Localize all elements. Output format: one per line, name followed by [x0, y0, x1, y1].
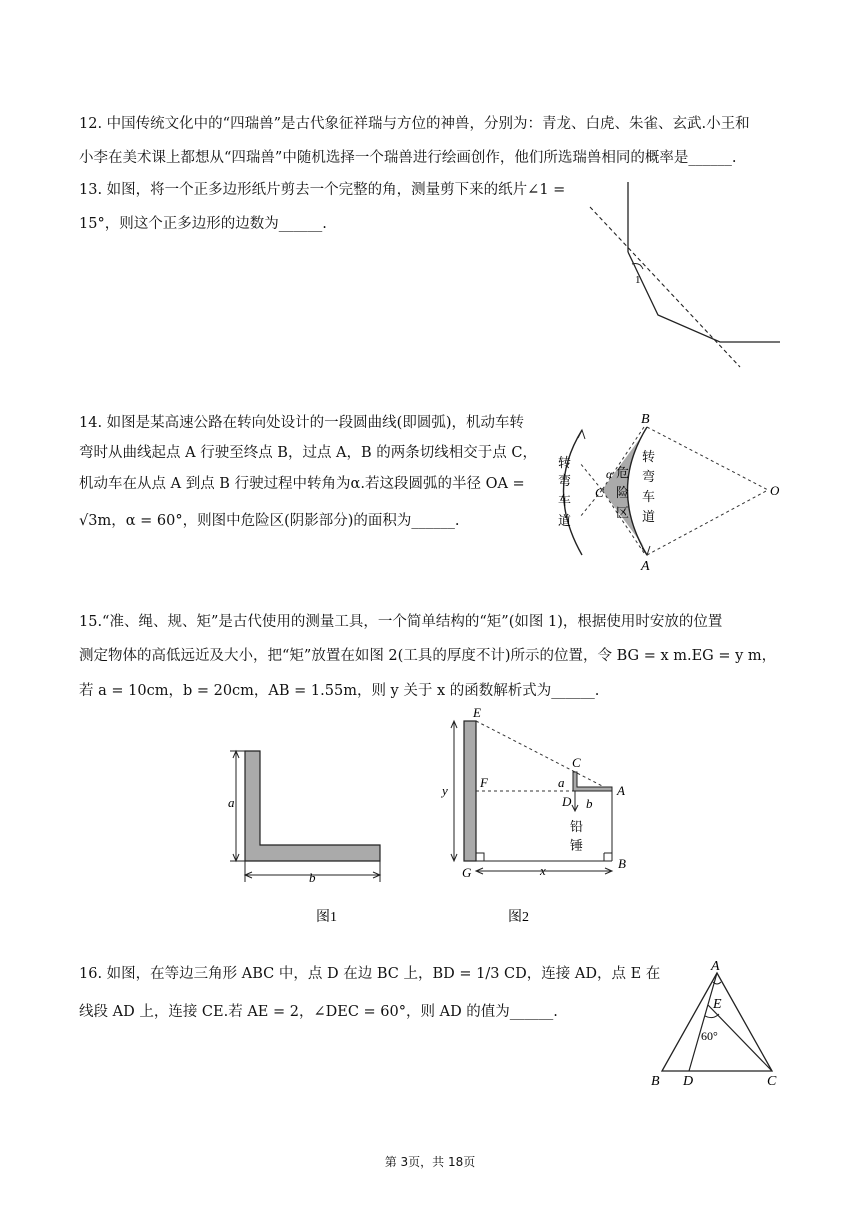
- q14-line-3: 机动车在从点 A 到点 B 行驶过程中转角为α.若这段圆弧的半径 OA =: [79, 476, 525, 492]
- fig2-label-b: b: [586, 796, 593, 811]
- q16-figure: [645, 958, 790, 1093]
- q14-right-road-1: 转: [642, 449, 656, 464]
- q12-line-2: 小李在美术课上都想从“四瑞兽”中随机选择一个瑞兽进行绘画创作，他们所选瑞兽相同的概率是______.: [79, 150, 737, 166]
- q15-line-1: 15.“准、绳、规、矩”是古代使用的测量工具，一个简单结构的“矩”(如图 1)，根据使用时安放的位置: [79, 614, 723, 630]
- fig2-label-chui: 锤: [570, 838, 584, 853]
- q16-line-2: 线段 AD 上，连接 CE.若 AE = 2，∠DEC = 60°，则 AD 的值为______.: [79, 1004, 558, 1020]
- q14-left-road-1: 转: [558, 455, 572, 470]
- q15-figure-1: [220, 745, 395, 930]
- fig2-label-D: D: [562, 794, 572, 809]
- fig2-label-qian: 铅: [570, 819, 584, 834]
- q14-label-B: B: [641, 412, 650, 427]
- page-footer: 第 3页，共 18页: [384, 1155, 476, 1169]
- q14-danger-1: 危: [616, 465, 630, 480]
- q14-figure: [550, 405, 790, 575]
- fig2-label-G: G: [462, 865, 472, 880]
- fig1-caption: 图1: [316, 910, 337, 925]
- q14-left-road-3: 车: [558, 493, 572, 508]
- q14-right-road-4: 道: [642, 509, 656, 524]
- q14-label-A: A: [641, 559, 650, 574]
- fig2-label-F: F: [480, 775, 488, 790]
- fig2-label-C: C: [572, 755, 581, 770]
- q14-line-4: √3m，α = 60°，则图中危险区(阴影部分)的面积为______.: [79, 513, 460, 529]
- q14-label-alpha: α: [606, 467, 613, 481]
- q13-line-2: 15°，则这个正多边形的边数为______.: [79, 216, 327, 232]
- q12-line-1: 12. 中国传统文化中的“四瑞兽”是古代象征祥瑞与方位的神兽，分别为：青龙、白虎、朱雀、玄武.小王和: [79, 116, 750, 132]
- fig2-caption: 图2: [508, 910, 529, 925]
- fig2-label-a: a: [558, 775, 565, 790]
- q14-danger-3: 区: [616, 505, 630, 520]
- fig2-label-y: y: [442, 783, 448, 798]
- q16-label-A: A: [711, 959, 720, 974]
- fig2-label-E: E: [473, 705, 481, 720]
- q16-angle-label: 60°: [701, 1029, 718, 1043]
- q13-figure: [580, 182, 790, 372]
- fig2-label-A: A: [617, 783, 625, 798]
- q16-label-E: E: [713, 997, 722, 1012]
- q14-left-road-2: 弯: [558, 473, 572, 488]
- q15-line-2: 测定物体的高低远近及大小，把“矩”放置在如图 2(工具的厚度不计)所示的位置，令 BG = x m.EG = y m，: [79, 648, 777, 664]
- fig1-label-a: a: [228, 795, 235, 810]
- q16-label-C: C: [767, 1074, 777, 1089]
- fig2-label-B: B: [618, 856, 626, 871]
- q13-line-1: 13. 如图，将一个正多边形纸片剪去一个完整的角，测量剪下来的纸片∠1 =: [79, 182, 566, 198]
- q15-line-3: 若 a = 10cm，b = 20cm，AB = 1.55m，则 y 关于 x 的函数解析式为______.: [79, 683, 600, 699]
- q14-label-O: O: [770, 483, 780, 498]
- q16-label-D: D: [683, 1074, 694, 1089]
- q14-line-1: 14. 如图是某高速公路在转向处设计的一段圆曲线(即圆弧)，机动车转: [79, 415, 524, 431]
- q14-label-C: C: [595, 485, 604, 500]
- q14-right-road-3: 车: [642, 489, 656, 504]
- q14-danger-2: 险: [616, 485, 630, 500]
- fig1-label-b: b: [309, 870, 316, 885]
- q14-right-road-2: 弯: [642, 469, 656, 484]
- fig2-label-x: x: [540, 863, 546, 878]
- q14-left-road-4: 道: [558, 513, 572, 528]
- q16-label-B: B: [651, 1074, 660, 1089]
- q13-angle-label: 1: [635, 274, 641, 286]
- q14-line-2: 弯时从曲线起点 A 行驶至终点 B，过点 A，B 的两条切线相交于点 C，: [79, 445, 538, 461]
- q15-figure-2: [440, 705, 640, 930]
- q16-line-1: 16. 如图，在等边三角形 ABC 中，点 D 在边 BC 上，BD = 1/3 CD，连接 AD，点 E 在: [79, 966, 661, 982]
